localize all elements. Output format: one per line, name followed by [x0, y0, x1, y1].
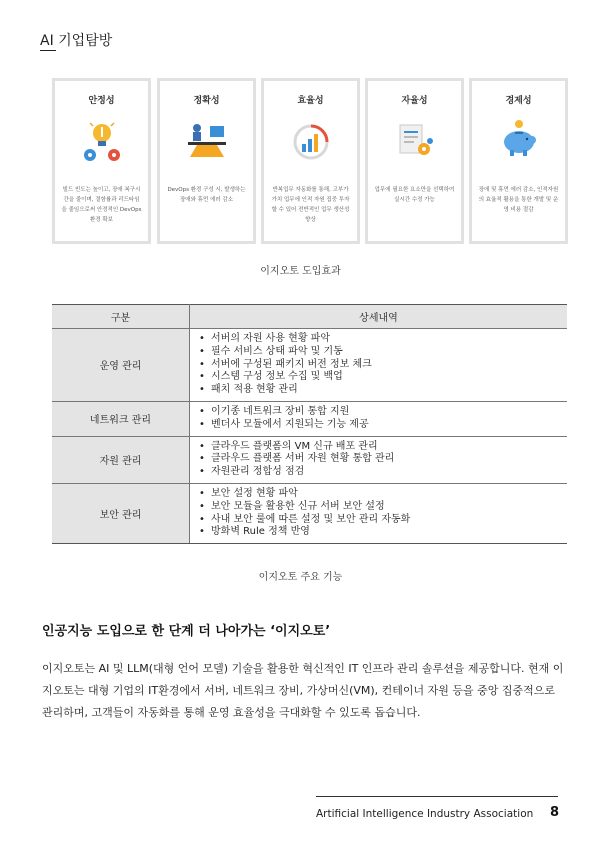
detail-item: • 벤더사 모듈에서 지원되는 기능 제공 — [211, 419, 566, 432]
table-row — [52, 436, 567, 483]
detail-item: • 클라우드 플랫폼의 VM 신규 배포 관리 — [211, 441, 566, 454]
card-title: 경제성 — [505, 96, 532, 106]
detail-item: • 시스템 구성 정보 수집 및 백업 — [211, 371, 566, 384]
detail-item: • 클라우드 플랫폼 서버 자원 현황 통합 관리 — [211, 453, 566, 466]
card-description: 빌드 빈도는 높이고, 장애 복구시간을 줄이며, 결함률과 리드타임을 줄임으로써 안정적인 DevOps 환경 확보 — [61, 187, 142, 223]
card-efficiency — [261, 78, 360, 244]
piggy-bank-icon — [494, 117, 544, 167]
detail-item: • 보안 모듈을 활용한 신규 서버 보안 설정 — [211, 501, 566, 514]
category-cell: 운영 관리 — [52, 329, 190, 402]
card-title: 효율성 — [297, 96, 324, 106]
table-row — [52, 483, 567, 543]
card-title: 정확성 — [193, 96, 220, 106]
card-stability — [52, 78, 151, 244]
rising-chart-icon — [286, 117, 336, 167]
benefit-cards — [52, 78, 566, 244]
page-header: AI 기업탐방 — [40, 33, 113, 49]
table-header-row — [52, 305, 567, 329]
card-title: 자율성 — [401, 96, 428, 106]
card-autonomy — [365, 78, 464, 244]
detail-item: • 패치 적용 현황 관리 — [211, 384, 566, 397]
card-title: 안정성 — [88, 96, 115, 106]
card-accuracy — [157, 78, 256, 244]
detail-item: • 필수 서비스 상태 파악 및 기동 — [211, 346, 566, 359]
card-description: 장애 및 휴먼 에러 감소, 인적자원의 효율적 활용을 통한 개발 및 운영 비용 절감 — [478, 187, 559, 213]
details-cell — [190, 401, 568, 436]
lightbulb-gears-icon — [77, 117, 127, 167]
category-cell: 네트워크 관리 — [52, 401, 190, 436]
balance-scale-icon — [182, 117, 232, 167]
card-description: 반복업무 자동화를 통해, 고부가가치 업무에 인적 자원 집중 투자할 수 있어 전반적인 업무 생산성 향상 — [271, 187, 350, 223]
document-settings-icon — [390, 117, 440, 167]
page-number: 8 — [550, 805, 560, 820]
footer-organization: Artificial Intelligence Industry Association — [316, 808, 534, 820]
card-description: DevOps 환경 구성 시, 발생하는 장애와 휴먼 에러 감소 — [167, 187, 246, 203]
column-header: 구분 — [52, 305, 190, 329]
details-cell — [190, 483, 568, 543]
table-caption: 이지오토 주요 기능 — [258, 572, 343, 583]
footer-divider — [316, 796, 558, 797]
section-heading: 인공지능 도입으로 한 단계 더 나아가는 ‘이지오토’ — [42, 624, 331, 639]
detail-item: • 서버의 자원 사용 현황 파악 — [211, 333, 566, 346]
detail-item: • 서버에 구성된 패키지 버전 정보 체크 — [211, 359, 566, 372]
detail-item: • 보안 설정 현황 파악 — [211, 488, 566, 501]
features-table — [52, 304, 567, 544]
table-row — [52, 401, 567, 436]
column-header: 상세내역 — [190, 305, 568, 329]
detail-item: • 이기종 네트워크 장비 통합 지원 — [211, 406, 566, 419]
detail-item: • 자원관리 정합성 점검 — [211, 466, 566, 479]
detail-item: • 사내 보안 룰에 따른 설정 및 보안 관리 자동화 — [211, 514, 566, 527]
card-economy — [469, 78, 568, 244]
card-description: 업무에 필요한 요소만을 선택하여 실시간 수정 가능 — [374, 187, 455, 203]
header-underline — [40, 50, 56, 51]
details-cell — [190, 436, 568, 483]
figure-caption: 이지오토 도입효과 — [260, 266, 341, 277]
category-cell: 자원 관리 — [52, 436, 190, 483]
detail-item: • 방화벽 Rule 정책 반영 — [211, 526, 566, 539]
category-cell: 보안 관리 — [52, 483, 190, 543]
body-paragraph: 이지오토는 AI 및 LLM(대형 언어 모델) 기술을 활용한 혁신적인 IT 인프라 관리 솔루션을 제공합니다. 현재 이지오토는 대형 기업의 IT환경에서 서버, 네트워크 장비, 가상머신(VM), 컨테이너 자원 등을 중앙 집중적으로 관리하며, 고객들이 자동화를 통해 운영 효율성을 극대화할 수 있도록 돕습니다. — [42, 662, 564, 719]
table-row — [52, 329, 567, 402]
details-cell — [190, 329, 568, 402]
